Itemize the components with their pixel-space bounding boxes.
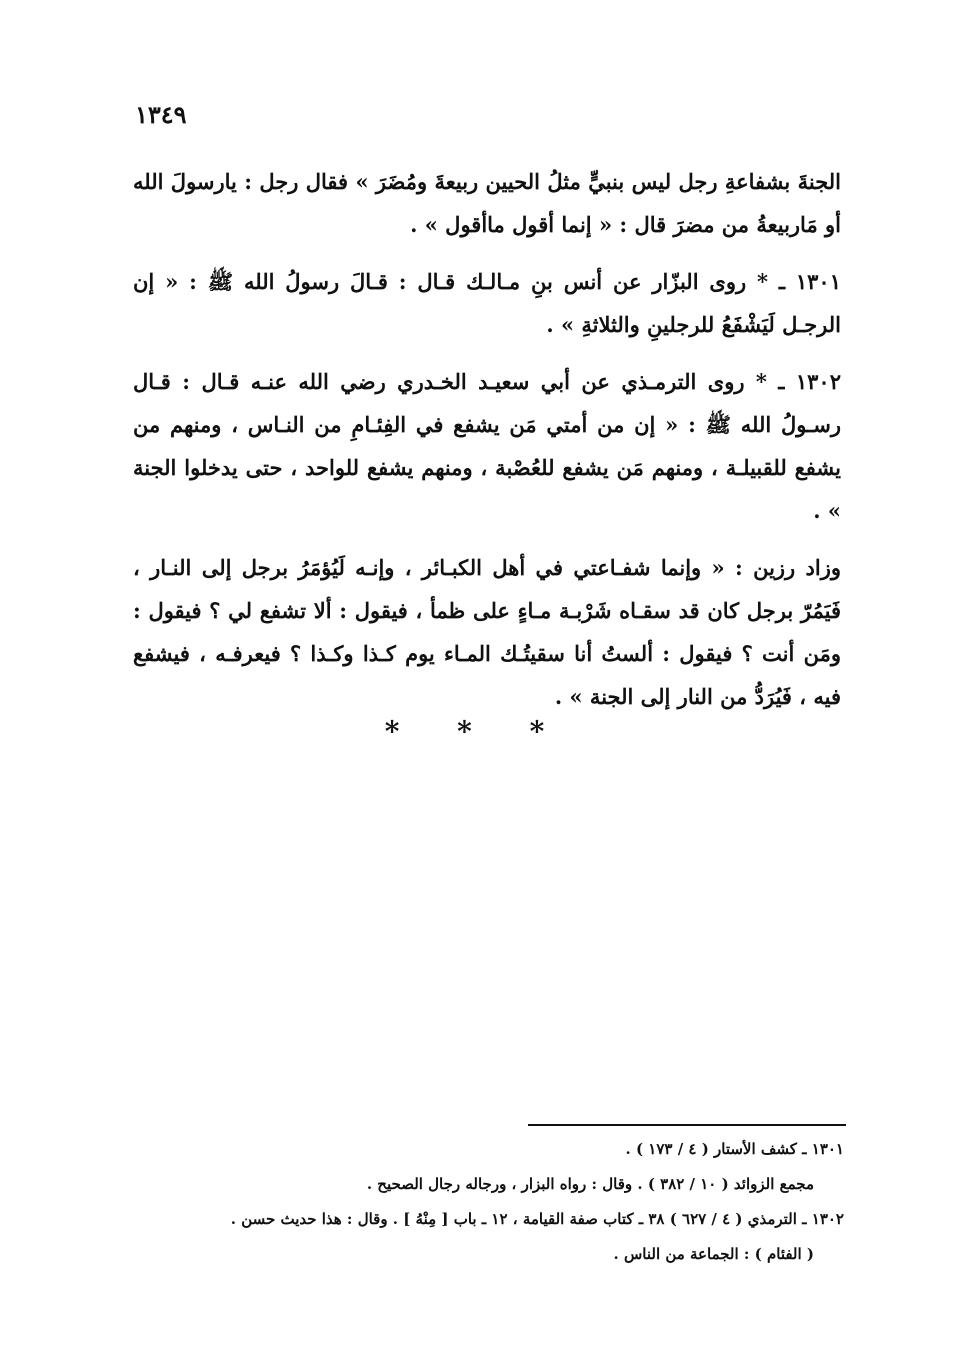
footnote-1302: ١٣٠٢ ـ الترمذي ( ٤ / ٦٢٧ ) ٣٨ ـ كتاب صفة القيامة ، ١٢ ـ باب [ مِنْهُ ] . وقال : هذا حديث حسن . [230,1210,844,1228]
footnote-1302-gloss: ( الفئام ) : الجماعة من الناس . [613,1245,814,1263]
footnote-1301: ١٣٠١ ـ كشف الأستار ( ٤ / ١٧٣ ) . [625,1140,844,1158]
footnote-divider [528,1124,846,1126]
footnote-1301-continuation: مجمع الزوائد ( ١٠ / ٣٨٢ ) . وقال : رواه البزار ، ورجاله رجال الصحيح . [366,1175,814,1193]
main-text [133,160,841,732]
paragraph-continuation: الجنةَ بشفاعةِ رجل ليس بنبيٍّ مثلُ الحيين ربيعةَ ومُضَرَ » فقال رجل : يارسولَ الله أو مَاربيعةُ من مضرَ قال : « إنما أقول ماأقول » . [133,169,841,237]
razin-addition: وزاد رزين : « وإنما شفـاعتي في أهل الكبـائر ، وإنـه لَيُؤمَرُ برجل إلى النـار ، فَيَمُرّ برجل كان قد سقـاه شَرْبـة مـاءٍ على ظمأ ، فيقول : ألا تشفع لي ؟ فيقول : ومَن أنت ؟ فيقول : ألستُ أنا سقيتُـك المـاء يوم كـذا وكـذا ؟ فيعرفـه ، فيشفع فيه ، فَيُرَدُّ من النار إلى الجنة » . [133,555,841,709]
page-number: ١٣٤٩ [135,100,187,129]
section-separator: * * * [384,715,569,748]
hadith-1302: ١٣٠٢ ـ * روى الترمـذي عن أبي سعيـد الخـدري رضي الله عنـه قـال : قـال رسـولُ الله ﷺ : « إن من أمتي مَن يشفع في الفِئـامِ من النـاس ، ومنهم من يشفع للقبيلـة ، ومنهم مَن يشفع للعُصْبة ، ومنهم يشفع للواحد ، حتى يدخلوا الجنة » . [133,369,841,523]
hadith-1301: ١٣٠١ ـ * روى البزّار عن أنس بنِ مـالـك قـال : قـالَ رسولُ الله ﷺ : « إن الرجـل لَيَشْفَعُ للرجلينِ والثلاثةِ » . [133,269,841,337]
footnotes [200,1132,844,1272]
